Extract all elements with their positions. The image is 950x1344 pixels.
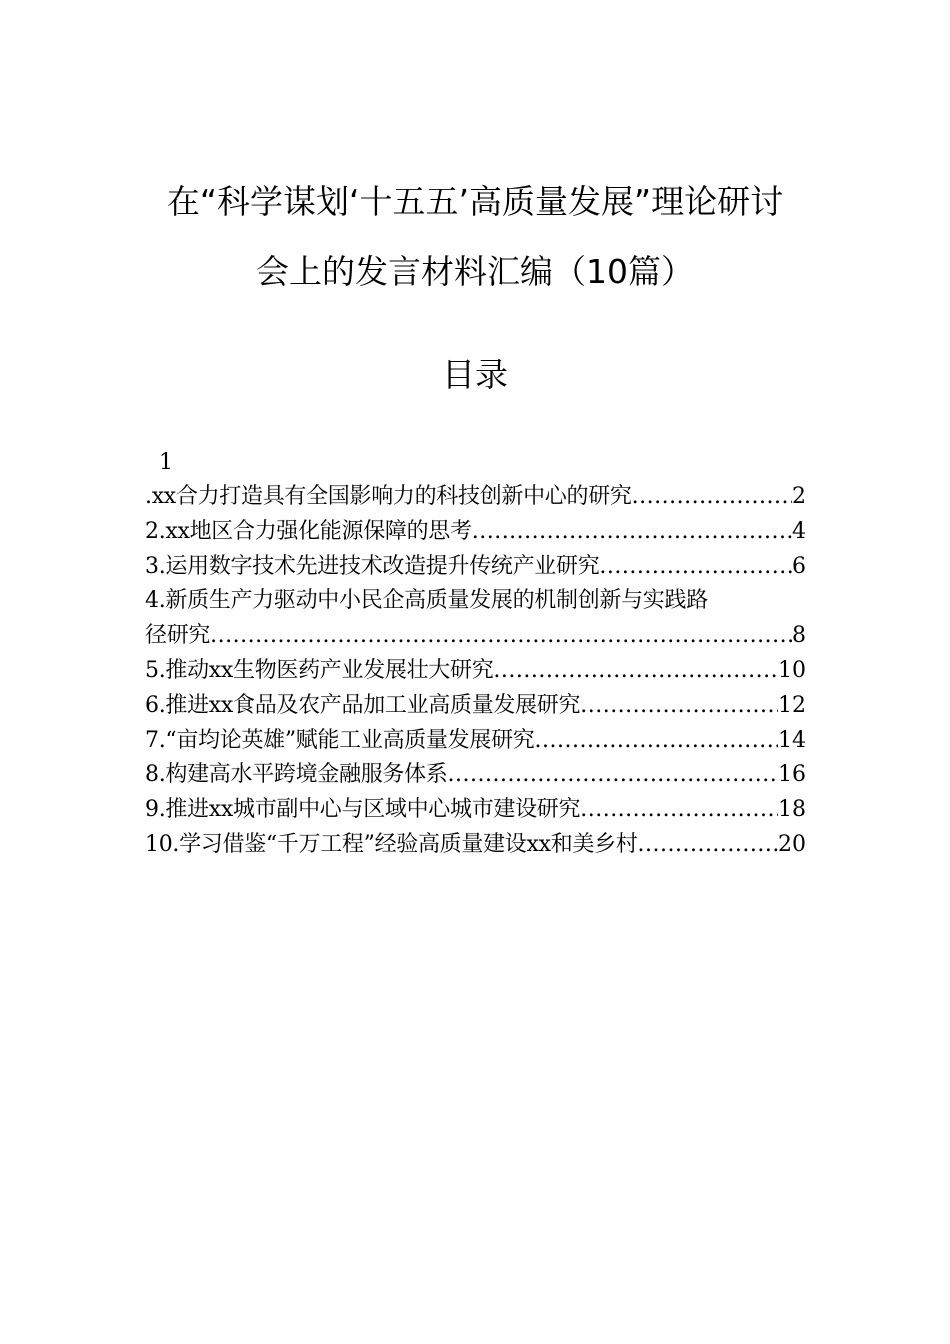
toc-entry-4[interactable] xyxy=(145,584,806,619)
toc-entry-page: 6 xyxy=(792,553,806,579)
toc-leader-dots xyxy=(448,758,779,793)
toc-entry-9[interactable] xyxy=(145,793,806,828)
toc-entry-2[interactable] xyxy=(145,515,806,550)
toc-entry-1[interactable] xyxy=(145,480,806,515)
toc-entry-page: 14 xyxy=(778,727,806,753)
toc-entry-title: 5.推动xx生物医药产业发展壮大研究 xyxy=(145,657,494,683)
toc-entry-page: 4 xyxy=(792,518,806,544)
toc-leader-dots xyxy=(632,480,792,515)
toc-leader-dots xyxy=(580,793,778,828)
toc-entry-page: 10 xyxy=(778,657,806,683)
toc-heading: 目录 xyxy=(442,355,508,394)
toc-entry-title: 2.xx地区合力强化能源保障的思考 xyxy=(145,518,472,544)
table-of-contents xyxy=(145,446,806,863)
toc-entry-page: 16 xyxy=(778,762,806,788)
toc-entry-title-continuation: 径研究 xyxy=(145,623,211,649)
toc-entry-page: 12 xyxy=(778,692,806,718)
toc-entry-page: 18 xyxy=(778,797,806,823)
document-title-line-2: 会上的发言材料汇编（10篇） xyxy=(256,252,694,291)
toc-leader-dots xyxy=(580,689,778,724)
toc-leader-dots xyxy=(638,828,779,863)
toc-entry-8[interactable] xyxy=(145,758,806,793)
toc-entry-title: 4.新质生产力驱动中小民企高质量发展的机制创新与实践路 xyxy=(145,588,708,614)
toc-entry-title: 8.构建高水平跨境金融服务体系 xyxy=(145,762,448,788)
toc-entry-7[interactable] xyxy=(145,724,806,759)
toc-leader-dots xyxy=(493,654,778,689)
toc-entry-title: 3.运用数字技术先进技术改造提升传统产业研究 xyxy=(145,553,600,579)
toc-entry-3[interactable] xyxy=(145,550,806,585)
toc-entry-title: 7.“亩均论英雄”赋能工业高质量发展研究 xyxy=(145,727,535,753)
toc-entry-title: 9.推进xx城市副中心与区域中心城市建设研究 xyxy=(145,797,581,823)
toc-leader-dots xyxy=(472,515,792,550)
toc-entry-page: 2 xyxy=(792,484,806,509)
toc-entry-page: 8 xyxy=(792,623,806,649)
toc-entry-6[interactable] xyxy=(145,689,806,724)
toc-entry-title: 6.推进xx食品及农产品加工业高质量发展研究 xyxy=(145,692,581,718)
toc-leader-dots xyxy=(210,619,792,654)
toc-entry-title: 10.学习借鉴“千万工程”经验高质量建设xx和美乡村 xyxy=(145,831,638,857)
toc-entry-5[interactable] xyxy=(145,654,806,689)
toc-entry-4-continuation[interactable] xyxy=(145,619,806,654)
toc-entry-title: .xx合力打造具有全国影响力的科技创新中心的研究 xyxy=(145,484,632,509)
toc-leader-dots xyxy=(599,550,792,585)
toc-leader-dots xyxy=(535,724,779,759)
toc-entry-10[interactable] xyxy=(145,828,806,863)
document-title-line-1: 在“科学谋划‘十五五’高质量发展”理论研讨 xyxy=(166,182,784,221)
toc-stray-number: 1 xyxy=(159,450,173,475)
toc-entry-page: 20 xyxy=(778,831,806,857)
